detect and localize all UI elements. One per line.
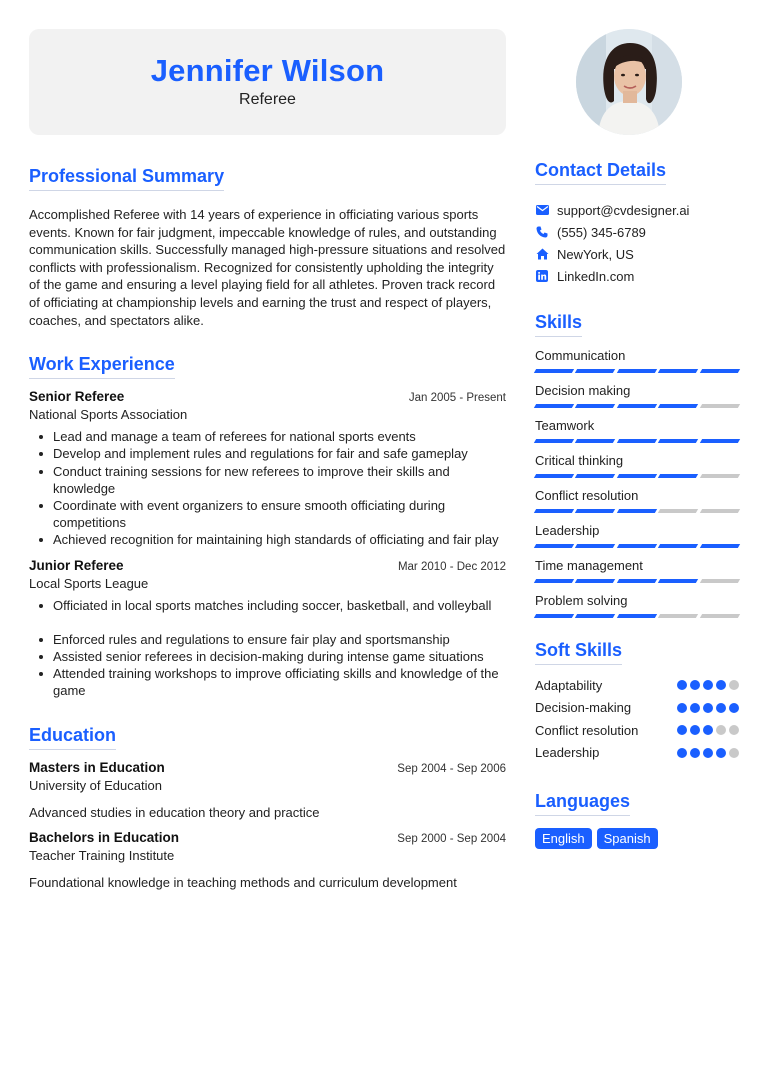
degree-title: Masters in Education <box>29 759 165 775</box>
rating-dot <box>729 748 739 758</box>
soft-skill-rating <box>677 703 739 713</box>
bullet-item: Develop and implement rules and regulations for fair and safe gameplay <box>29 445 506 462</box>
experience-section <box>29 354 506 699</box>
rating-dot <box>716 703 726 713</box>
skill-label: Teamwork <box>535 418 595 433</box>
education-description: Advanced studies in education theory and practice <box>29 804 320 820</box>
skill-level-segment <box>699 544 740 548</box>
skill-level-segment <box>575 579 616 583</box>
contact-section <box>535 160 739 287</box>
skill-level-segment <box>575 474 616 478</box>
soft-skill-rating <box>677 748 739 758</box>
skill-level-bar <box>535 404 739 408</box>
contact-linkedin[interactable] <box>535 265 739 287</box>
envelope-icon <box>535 203 549 217</box>
skill-level-bar <box>535 509 739 513</box>
skill-level-segment <box>575 544 616 548</box>
skill-level-segment <box>575 509 616 513</box>
skill-level-segment <box>534 369 575 373</box>
job-title: Senior Referee <box>29 389 125 405</box>
skill-level-bar <box>535 474 739 478</box>
education-section <box>29 725 506 890</box>
languages-section <box>535 791 739 849</box>
main-column <box>29 166 506 890</box>
education-description: Foundational knowledge in teaching methods and curriculum development <box>29 874 457 890</box>
job-title: Junior Referee <box>29 557 124 573</box>
rating-dot <box>677 725 687 735</box>
skills-section <box>535 312 739 618</box>
skill-level-segment <box>658 614 699 618</box>
contact-location-text: NewYork, US <box>557 246 634 262</box>
rating-dot <box>677 703 687 713</box>
job-organization: Local Sports League <box>29 575 149 591</box>
rating-dot <box>690 748 700 758</box>
candidate-role: Referee <box>239 91 296 108</box>
skill-level-segment <box>699 404 740 408</box>
contact-location <box>535 243 739 265</box>
soft-skills-heading: Soft Skills <box>535 640 622 665</box>
skill-item <box>535 558 739 583</box>
experience-heading: Work Experience <box>29 354 175 379</box>
rating-dot <box>690 725 700 735</box>
skill-level-segment <box>617 404 658 408</box>
skill-level-segment <box>699 579 740 583</box>
soft-skill-label: Adaptability <box>535 677 603 693</box>
skill-level-segment <box>534 614 575 618</box>
bullet-item: Conduct training sessions for new referees to improve their skills and knowledge <box>29 463 506 497</box>
education-dates: Sep 2004 - Sep 2006 <box>397 762 506 775</box>
rating-dot <box>729 680 739 690</box>
rating-dot <box>716 748 726 758</box>
linkedin-icon <box>535 269 549 283</box>
skill-item <box>535 383 739 408</box>
skill-level-segment <box>575 614 616 618</box>
job-entry <box>29 558 506 700</box>
skills-heading: Skills <box>535 312 582 337</box>
skill-label: Communication <box>535 348 626 363</box>
job-dates: Jan 2005 - Present <box>408 392 506 405</box>
skill-item <box>535 348 739 373</box>
soft-skill-label: Leadership <box>535 745 600 761</box>
skill-level-segment <box>617 509 658 513</box>
school-name: Teacher Training Institute <box>29 847 175 863</box>
contact-phone[interactable] <box>535 221 739 243</box>
contact-phone-text: (555) 345-6789 <box>557 224 646 240</box>
skill-level-segment <box>534 474 575 478</box>
rating-dot <box>716 680 726 690</box>
contact-email[interactable] <box>535 199 739 221</box>
skill-level-segment <box>617 474 658 478</box>
rating-dot <box>690 703 700 713</box>
skill-item <box>535 488 739 513</box>
summary-section <box>29 166 506 329</box>
skill-level-segment <box>534 544 575 548</box>
education-dates: Sep 2000 - Sep 2004 <box>397 832 506 845</box>
skill-level-segment <box>658 439 699 443</box>
skill-level-segment <box>534 579 575 583</box>
rating-dot <box>703 748 713 758</box>
contact-email-text: support@cvdesigner.ai <box>557 202 690 218</box>
rating-dot <box>703 703 713 713</box>
skill-level-segment <box>575 404 616 408</box>
skill-level-segment <box>699 509 740 513</box>
skill-level-segment <box>617 439 658 443</box>
soft-skill-label: Conflict resolution <box>535 722 639 738</box>
skill-level-bar <box>535 544 739 548</box>
skill-label: Critical thinking <box>535 453 624 468</box>
job-bullets <box>29 597 506 700</box>
skill-level-segment <box>617 579 658 583</box>
skill-item <box>535 453 739 478</box>
job-dates: Mar 2010 - Dec 2012 <box>397 560 506 573</box>
bullet-item: Coordinate with event organizers to ensure smooth officiating during competitions <box>29 497 506 531</box>
degree-title: Bachelors in Education <box>29 829 180 845</box>
skill-level-segment <box>699 474 740 478</box>
languages-heading: Languages <box>535 791 630 816</box>
education-entry <box>29 760 506 820</box>
skill-item <box>535 523 739 548</box>
skill-level-segment <box>658 474 699 478</box>
skill-level-segment <box>534 439 575 443</box>
language-badge: English <box>535 828 592 849</box>
phone-icon <box>535 225 549 239</box>
rating-dot <box>716 725 726 735</box>
rating-dot <box>729 703 739 713</box>
soft-skill-rating <box>677 680 739 690</box>
bullet-item: Enforced rules and regulations to ensure fair play and sportsmanship <box>29 631 506 648</box>
skill-level-segment <box>658 579 699 583</box>
soft-skill-item <box>535 674 739 697</box>
skill-level-segment <box>658 544 699 548</box>
bullet-item: Attended training workshops to improve officiating skills and knowledge of the game <box>29 665 506 699</box>
language-badge: Spanish <box>597 828 658 849</box>
skill-level-segment <box>658 509 699 513</box>
soft-skill-item <box>535 697 739 720</box>
rating-dot <box>677 748 687 758</box>
job-bullets <box>29 428 506 548</box>
skill-item <box>535 418 739 443</box>
education-heading: Education <box>29 725 116 750</box>
rating-dot <box>703 680 713 690</box>
bullet-item: Assisted senior referees in decision-making during intense game situations <box>29 648 506 665</box>
rating-dot <box>729 725 739 735</box>
soft-skill-item <box>535 719 739 742</box>
rating-dot <box>703 725 713 735</box>
soft-skills-section <box>535 640 739 764</box>
home-icon <box>535 247 549 261</box>
rating-dot <box>677 680 687 690</box>
education-entry <box>29 830 506 890</box>
skill-level-segment <box>617 544 658 548</box>
bullet-item: Achieved recognition for maintaining high standards of officiating and fair play <box>29 531 506 548</box>
summary-text: Accomplished Referee with 14 years of experience in officiating various sports events. Known for fair judgment, impeccable knowledge of rules, and outstanding communication skills. Successfully managed high-pressure situations and resolved conflicts with professionalism. Recognized for consistently upholding the integrity of the game and ensuring a level playing field for all athletes. Proven track record of officiating at championship levels and earning the trust and respect of players, coaches, and spectators alike. <box>29 207 506 328</box>
skill-label: Leadership <box>535 523 600 538</box>
skill-level-bar <box>535 614 739 618</box>
sidebar-column <box>535 160 739 849</box>
skill-level-bar <box>535 369 739 373</box>
job-organization: National Sports Association <box>29 407 188 423</box>
contact-linkedin-text: LinkedIn.com <box>557 268 635 284</box>
skill-level-segment <box>575 439 616 443</box>
job-entry <box>29 389 506 548</box>
avatar <box>576 29 682 135</box>
skill-level-segment <box>534 509 575 513</box>
soft-skill-rating <box>677 725 739 735</box>
skill-level-segment <box>575 369 616 373</box>
header-card <box>29 29 506 135</box>
candidate-name: Jennifer Wilson <box>150 53 385 88</box>
soft-skill-label: Decision-making <box>535 700 632 716</box>
contact-heading: Contact Details <box>535 160 666 185</box>
bullet-item: Lead and manage a team of referees for national sports events <box>29 428 506 445</box>
skill-level-segment <box>699 369 740 373</box>
skill-label: Decision making <box>535 383 631 398</box>
rating-dot <box>690 680 700 690</box>
skill-level-segment <box>617 614 658 618</box>
skill-level-bar <box>535 579 739 583</box>
skill-level-segment <box>658 369 699 373</box>
summary-heading: Professional Summary <box>29 166 224 191</box>
skill-level-segment <box>699 439 740 443</box>
skill-label: Problem solving <box>535 593 628 608</box>
skill-level-segment <box>617 369 658 373</box>
skill-level-segment <box>699 614 740 618</box>
skill-label: Conflict resolution <box>535 488 639 503</box>
skill-label: Time management <box>535 558 643 573</box>
skill-level-segment <box>658 404 699 408</box>
skill-level-segment <box>534 404 575 408</box>
skill-item <box>535 593 739 618</box>
soft-skill-item <box>535 742 739 765</box>
skill-level-bar <box>535 439 739 443</box>
bullet-item: Officiated in local sports matches including soccer, basketball, and volleyball <box>29 597 506 614</box>
school-name: University of Education <box>29 777 162 793</box>
